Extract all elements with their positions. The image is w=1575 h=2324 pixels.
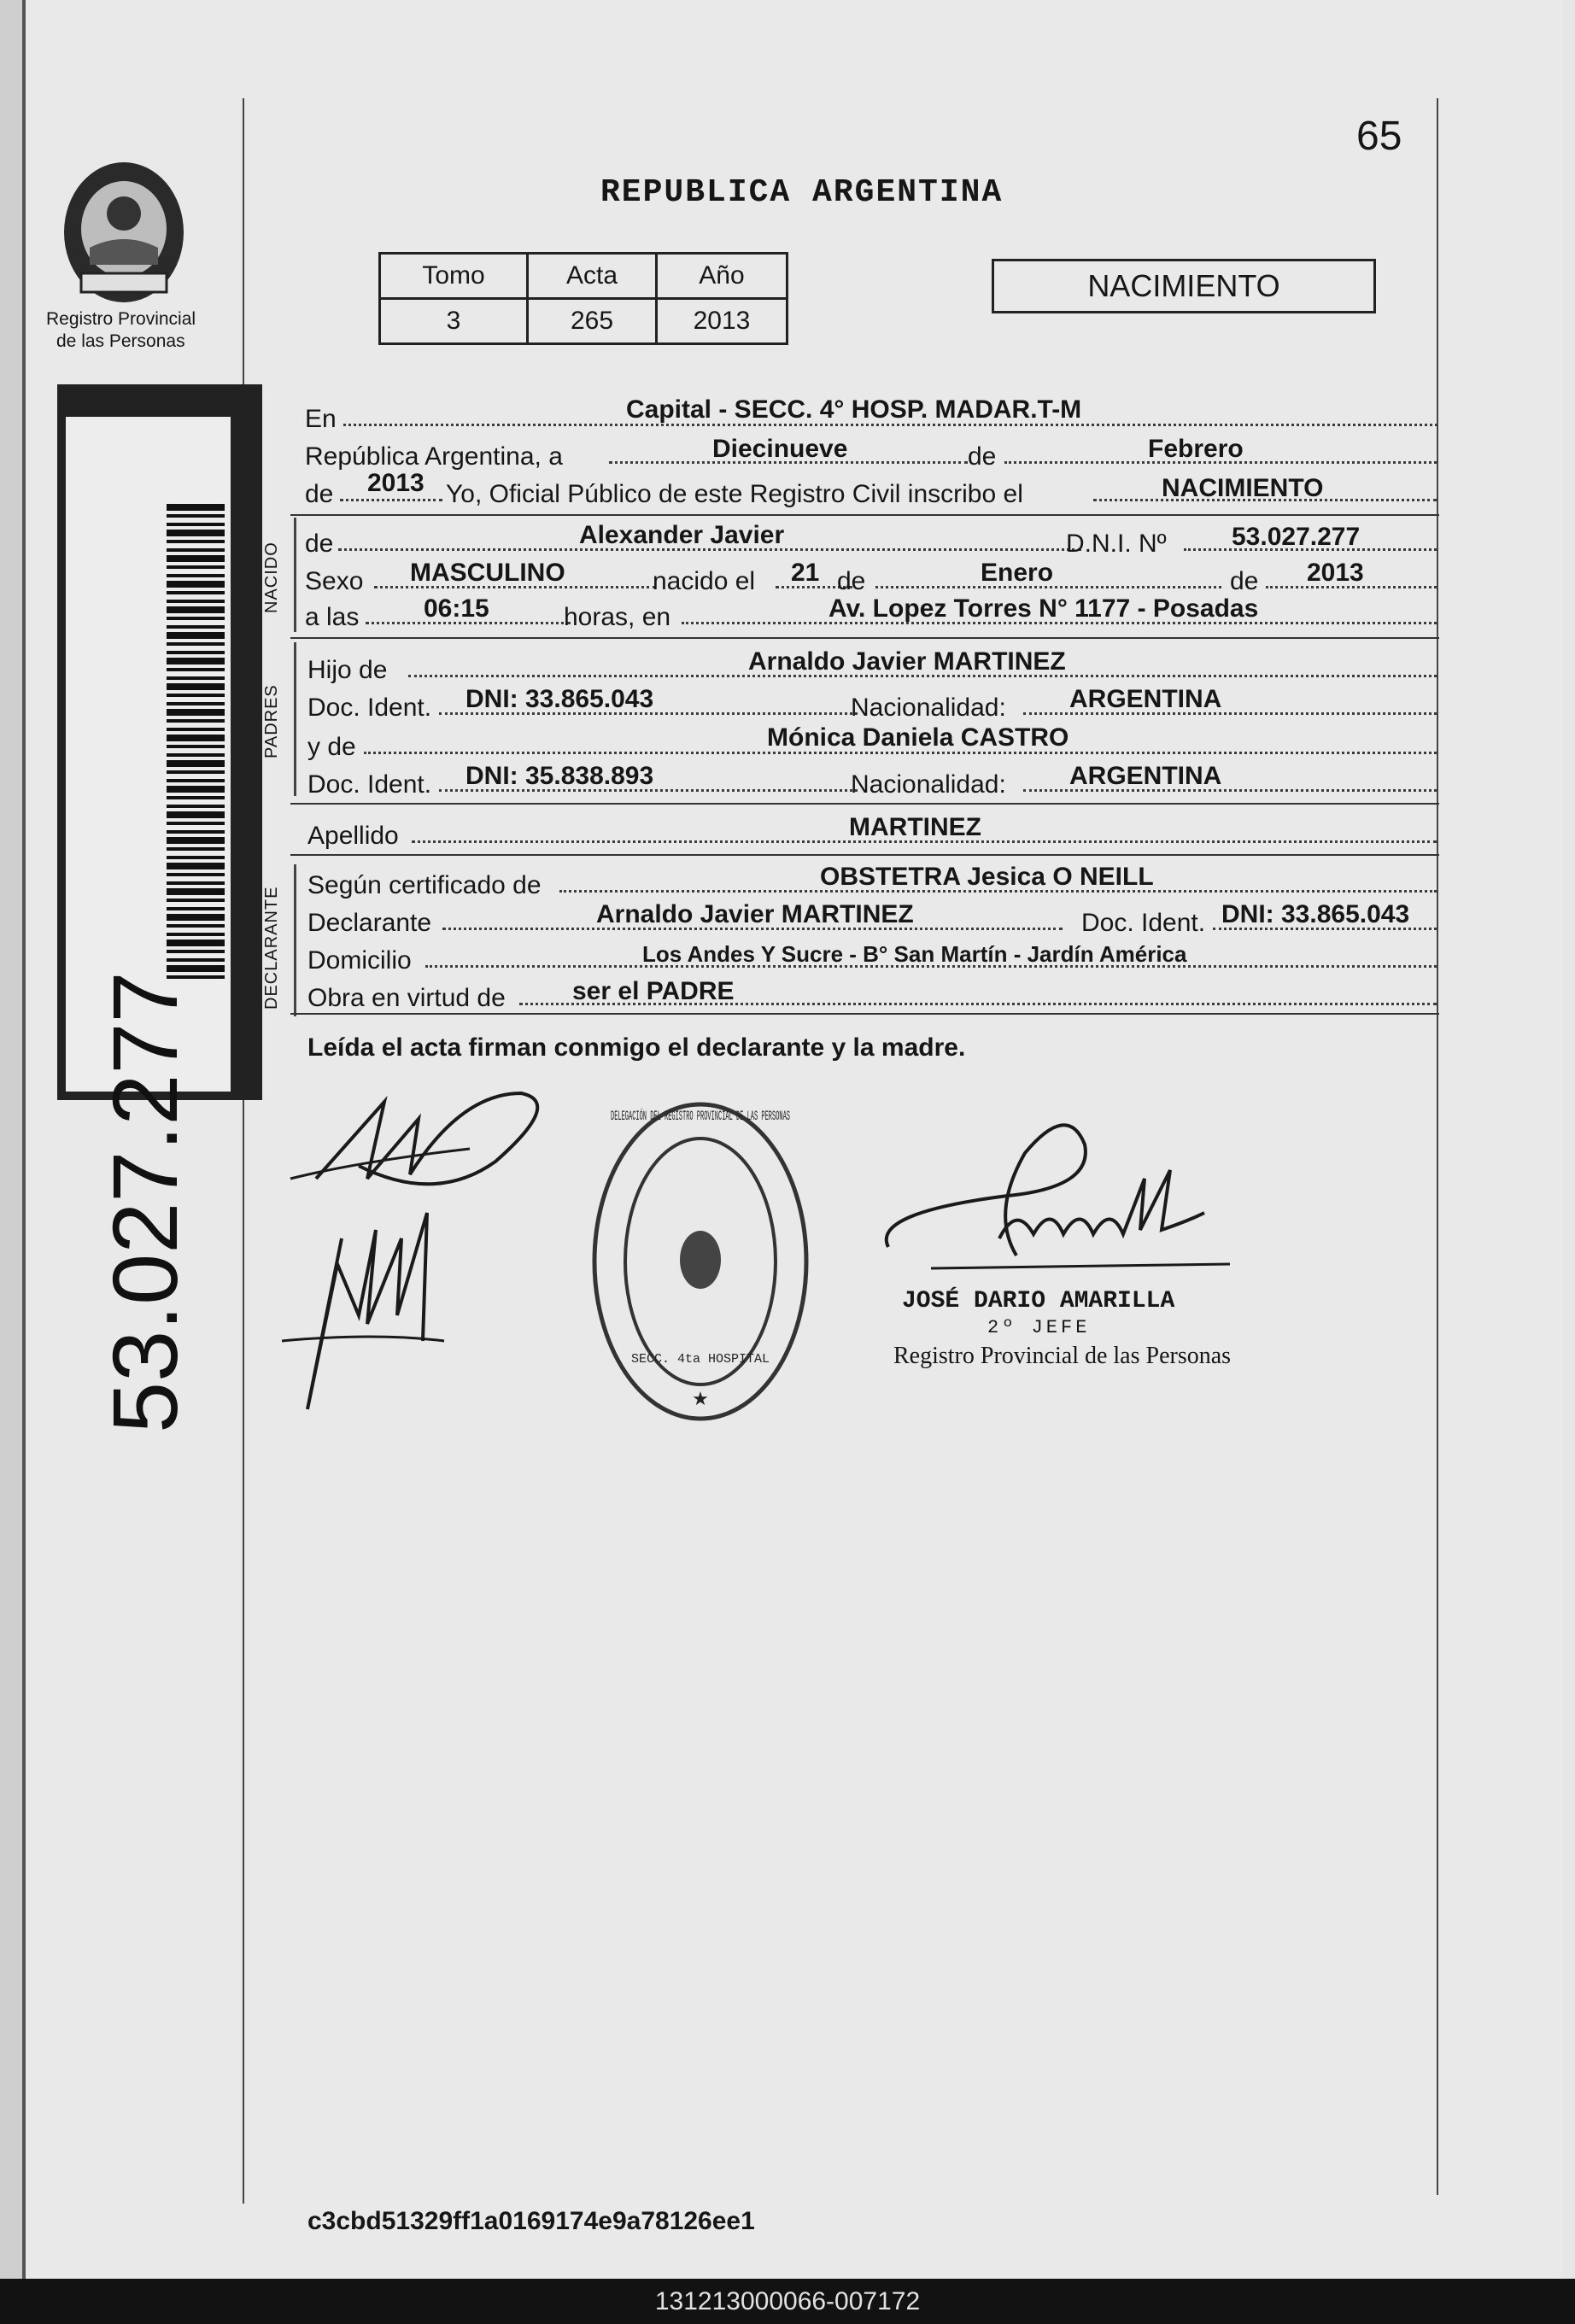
declarant-signature xyxy=(282,1068,564,1418)
birth-address-value: Av. Lopez Torres N° 1177 - Posadas xyxy=(828,594,1259,623)
obra-label: Obra en virtud de xyxy=(307,984,506,1012)
act-type-box: NACIMIENTO xyxy=(992,259,1376,313)
birth-day-value: 21 xyxy=(791,559,820,587)
de-label: de xyxy=(968,442,997,471)
anio-value: 2013 xyxy=(657,299,788,344)
nacionalidad-label: Nacionalidad: xyxy=(851,694,1006,722)
divider xyxy=(290,637,1439,639)
padres-section-label: PADRES xyxy=(262,684,281,758)
barcode-number: 53.027.277 xyxy=(93,971,196,1433)
yo-text: Yo, Oficial Público de este Registro Civil inscribo el xyxy=(446,480,1023,508)
mother-nationality-value: ARGENTINA xyxy=(1069,762,1222,790)
day-value: Diecinueve xyxy=(712,435,848,463)
domicile-value: Los Andes Y Sucre - B° San Martín - Jardín América xyxy=(642,941,1187,967)
page-number: 65 xyxy=(1356,114,1402,159)
doc-ident-label: Doc. Ident. xyxy=(1081,909,1206,937)
registry-name-line2: de las Personas xyxy=(56,331,185,351)
official-office: Registro Provincial de las Personas xyxy=(893,1343,1232,1369)
hijo-de-label: Hijo de xyxy=(307,656,388,684)
de-label: de xyxy=(305,480,334,508)
nacido-section-label: NACIDO xyxy=(262,541,281,613)
dni-label: D.N.I. Nº xyxy=(1066,530,1167,558)
father-nationality-value: ARGENTINA xyxy=(1069,685,1222,713)
father-name-value: Arnaldo Javier MARTINEZ xyxy=(748,647,1066,676)
barcode-label xyxy=(66,417,231,1433)
obra-value: ser el PADRE xyxy=(572,977,735,1005)
official-signature xyxy=(880,1102,1238,1281)
closing-statement: Leída el acta firman conmigo el declarante y la madre. xyxy=(307,1033,966,1062)
registry-name-line1: Registro Provincial xyxy=(46,309,196,329)
child-dni-value: 53.027.277 xyxy=(1232,523,1361,551)
time-value: 06:15 xyxy=(424,594,489,623)
child-name-value: Alexander Javier xyxy=(579,521,785,549)
year-value: 2013 xyxy=(367,469,424,497)
father-doc-value: DNI: 33.865.043 xyxy=(465,685,654,713)
apellido-label: Apellido xyxy=(307,822,399,850)
declarant-doc-value: DNI: 33.865.043 xyxy=(1221,900,1410,928)
official-title: 2º JEFE xyxy=(987,1317,1091,1338)
birth-month-value: Enero xyxy=(981,559,1054,587)
apellido-value: MARTINEZ xyxy=(849,813,981,841)
country-title: REPUBLICA ARGENTINA xyxy=(600,174,1004,211)
stamp-outer-text: DELEGACIÓN DEL REGISTRO PROVINCIAL DE LAS PERSONAS xyxy=(611,1109,1022,1124)
divider xyxy=(290,514,1439,516)
segun-certificado-label: Según certificado de xyxy=(307,871,542,899)
nacido-el-label: nacido el xyxy=(653,567,756,595)
inscribe-type-value: NACIMIENTO xyxy=(1162,474,1324,502)
svg-text:★: ★ xyxy=(692,1388,709,1409)
declarante-section-label: DECLARANTE xyxy=(262,886,281,1010)
section-bracket xyxy=(294,864,296,1016)
anio-header: Año xyxy=(657,254,788,299)
certificate-value: OBSTETRA Jesica O NEILL xyxy=(820,863,1154,891)
document-hash: c3cbd51329ff1a0169174e9a78126ee1 xyxy=(307,2207,755,2235)
acta-value: 265 xyxy=(528,299,657,344)
dotted-line xyxy=(340,499,442,501)
barcode-panel xyxy=(57,384,262,1433)
section-bracket xyxy=(294,518,296,632)
tomo-header: Tomo xyxy=(380,254,528,299)
footer-bar xyxy=(0,2279,1575,2324)
de-label: de xyxy=(837,567,866,595)
divider xyxy=(290,1013,1439,1015)
binding-edge xyxy=(0,0,26,2279)
acta-header: Acta xyxy=(528,254,657,299)
tomo-value: 3 xyxy=(380,299,528,344)
mother-doc-value: DNI: 35.838.893 xyxy=(465,762,654,790)
registry-stamp xyxy=(589,1098,1022,1426)
province-emblem-icon xyxy=(56,154,192,307)
declarant-name-value: Arnaldo Javier MARTINEZ xyxy=(596,900,914,928)
declarante-label: Declarante xyxy=(307,909,432,937)
right-margin-line xyxy=(1437,98,1438,2195)
republica-label: República Argentina, a xyxy=(305,442,563,471)
en-label: En xyxy=(305,405,337,433)
birth-year-value: 2013 xyxy=(1307,559,1364,587)
record-table xyxy=(378,252,788,345)
domicilio-label: Domicilio xyxy=(307,946,412,975)
horas-label: horas, en xyxy=(564,603,671,631)
certificate-page xyxy=(26,0,1563,2279)
month-value: Febrero xyxy=(1148,435,1244,463)
mother-name-value: Mónica Daniela CASTRO xyxy=(767,723,1069,752)
footer-id: 131213000066-007172 xyxy=(654,2287,921,2315)
divider xyxy=(290,854,1439,856)
de-label: de xyxy=(1230,567,1259,595)
doc-ident-label: Doc. Ident. xyxy=(307,694,432,722)
a-las-label: a las xyxy=(305,603,360,631)
nacionalidad-label: Nacionalidad: xyxy=(851,770,1006,799)
section-bracket xyxy=(294,642,296,796)
divider xyxy=(290,803,1439,805)
sexo-value: MASCULINO xyxy=(410,559,565,587)
barcode-bars xyxy=(167,504,225,982)
official-name: JOSÉ DARIO AMARILLA xyxy=(902,1288,1175,1314)
place-value: Capital - SECC. 4° HOSP. MADAR.T-M xyxy=(626,395,1082,424)
stamp-inner-text: SECC. 4ta HOSPITAL xyxy=(630,1352,770,1367)
sexo-label: Sexo xyxy=(305,567,364,595)
y-de-label: y de xyxy=(307,733,356,761)
de-label: de xyxy=(305,530,334,558)
doc-ident-label: Doc. Ident. xyxy=(307,770,432,799)
